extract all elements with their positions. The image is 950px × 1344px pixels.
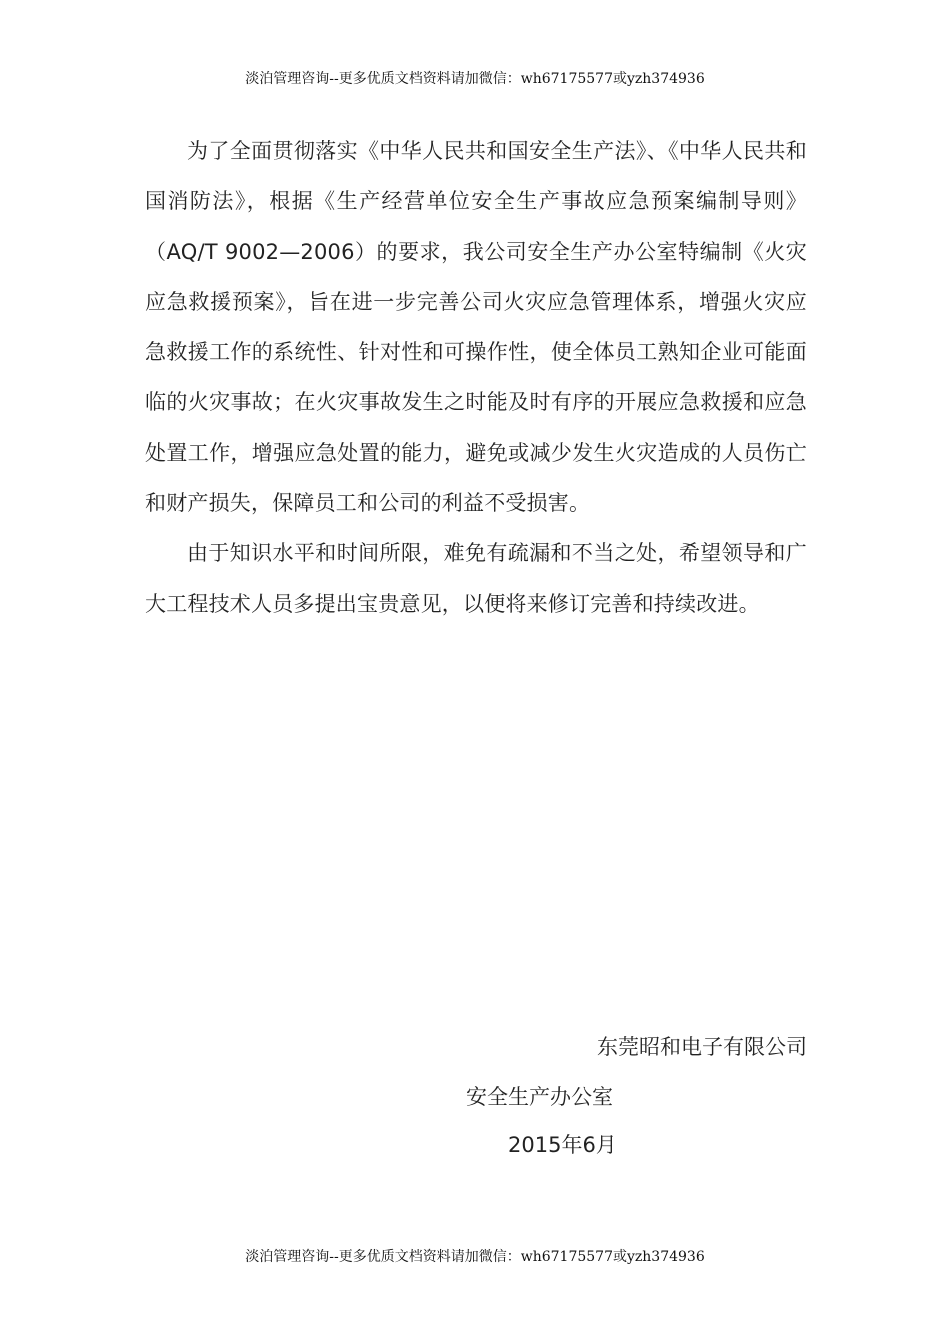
document-body	[145, 126, 807, 629]
paragraph-purpose: 为了全面贯彻落实《中华人民共和国安全生产法》、《中华人民共和国消防法》，根据《生产经营单位安全生产事故应急预案编制导则》（AQ/T 9002—2006）的要求，我公司安全生产办公室特编制《火灾应急救援预案》，旨在进一步完善公司火灾应急管理体系，增强火灾应急救援工作的系统性、针对性和可操作性，使全体员工熟知企业可能面临的火灾事故；在火灾事故发生之时能及时有序的开展应急救援和应急处置工作，增强应急处置的能力，避免或减少发生火灾造成的人员伤亡和财产损失，保障员工和公司的利益不受损害。	[145, 139, 807, 516]
header-note: 淡泊管理咨询--更多优质文档资料请加微信：wh67175577或yzh374936	[245, 71, 705, 87]
footer-note: 淡泊管理咨询--更多优质文档资料请加微信：wh67175577或yzh374936	[245, 1249, 705, 1265]
signature-office: 安全生产办公室	[466, 1085, 613, 1109]
paragraph-disclaimer: 由于知识水平和时间所限，难免有疏漏和不当之处，希望领导和广大工程技术人员多提出宝贵意见，以便将来修订完善和持续改进。	[145, 541, 807, 616]
signature-date: 2015年6月	[508, 1133, 617, 1157]
signature-company: 东莞昭和电子有限公司	[597, 1035, 807, 1059]
